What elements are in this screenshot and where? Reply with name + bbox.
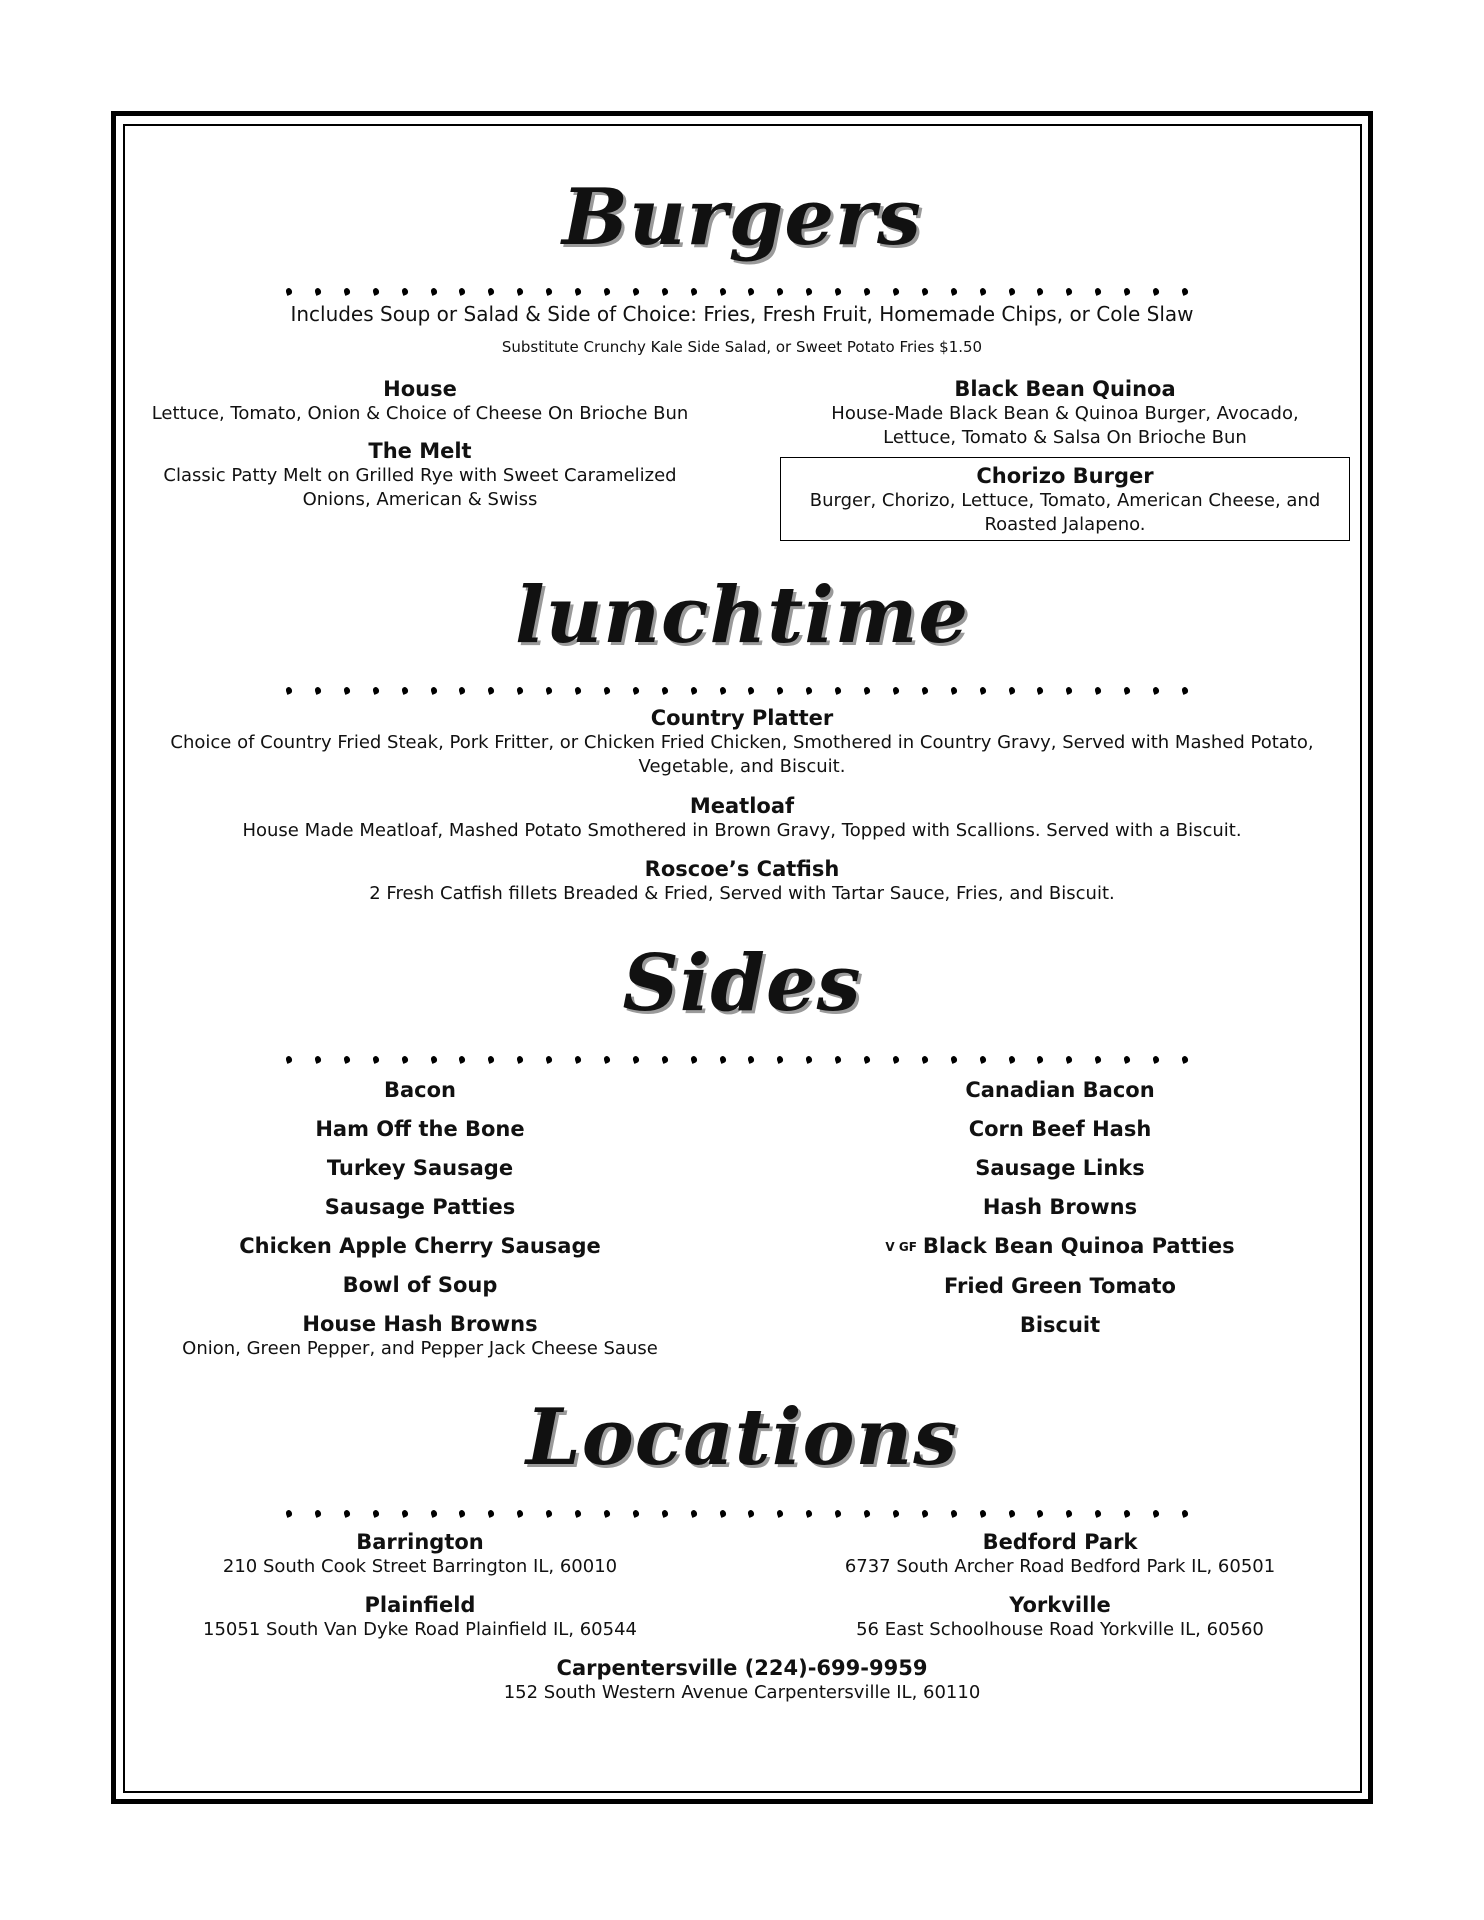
divider-dot: [1065, 287, 1073, 296]
item-desc: Choice of Country Fried Steak, Pork Fritter, or Chicken Fried Chicken, Smothered in Country Gravy, Served with Mashed Potato, Vegetable, and Biscuit.: [170, 732, 1314, 777]
item-name: Meatloaf: [689, 794, 795, 818]
menu-item-meatloaf: [150, 794, 1334, 843]
divider-dot: [950, 1055, 958, 1064]
item-desc: Burger, Chorizo, Lettuce, Tomato, American Cheese, and Roasted Jalapeno.: [809, 490, 1321, 535]
location-name: Bedford Park: [982, 1530, 1138, 1554]
divider-dot: [343, 287, 351, 296]
side-item: House Hash Browns: [302, 1312, 538, 1336]
divider-dot: [661, 1055, 669, 1064]
divider-dot: [285, 287, 293, 296]
divider-dot: [574, 1055, 582, 1064]
divider-dot: [1181, 686, 1189, 695]
divider-dot: [776, 1055, 784, 1064]
divider-dot: [950, 287, 958, 296]
dot-divider: [286, 1056, 1188, 1068]
divider-dot: [892, 1055, 900, 1064]
side-item: Bowl of Soup: [342, 1273, 498, 1297]
divider-dot: [343, 1509, 351, 1518]
divider-dot: [1094, 287, 1102, 296]
divider-dot: [343, 686, 351, 695]
location-name: Barrington: [356, 1530, 484, 1554]
divider-dot: [487, 686, 495, 695]
divider-dot: [747, 686, 755, 695]
divider-dot: [1065, 1509, 1073, 1518]
divider-dot: [516, 686, 524, 695]
divider-dot: [516, 1509, 524, 1518]
divider-dot: [372, 686, 380, 695]
side-item: Canadian Bacon: [965, 1078, 1155, 1102]
divider-dot: [747, 287, 755, 296]
divider-dot: [950, 686, 958, 695]
divider-dot: [719, 686, 727, 695]
side-item: Chicken Apple Cherry Sausage: [239, 1234, 601, 1258]
location-barrington: [140, 1530, 700, 1579]
divider-dot: [1065, 1055, 1073, 1064]
divider-dot: [1036, 1509, 1044, 1518]
divider-dot: [1123, 287, 1131, 296]
divider-dot: [1008, 287, 1016, 296]
item-desc: 2 Fresh Catfish fillets Breaded & Fried, Served with Tartar Sauce, Fries, and Biscuit.: [369, 883, 1115, 904]
menu-item-house: [140, 377, 700, 426]
divider-dot: [401, 287, 409, 296]
divider-dot: [834, 686, 842, 695]
divider-dot: [632, 1509, 640, 1518]
divider-dot: [401, 1509, 409, 1518]
divider-dot: [487, 1055, 495, 1064]
dot-divider: [286, 1510, 1188, 1522]
vegan-glutenfree-tag: V GF: [885, 1239, 917, 1254]
item-name: Black Bean Quinoa: [954, 377, 1176, 401]
menu-item-roscoes-catfish: [150, 857, 1334, 906]
side-item: Corn Beef Hash: [968, 1117, 1152, 1141]
divider-dot: [661, 1509, 669, 1518]
divider-dot: [401, 1055, 409, 1064]
divider-dot: [314, 287, 322, 296]
divider-dot: [285, 1055, 293, 1064]
item-name: The Melt: [368, 439, 472, 463]
divider-dot: [545, 1509, 553, 1518]
divider-dot: [979, 1055, 987, 1064]
divider-dot: [690, 287, 698, 296]
side-item: Biscuit: [1019, 1312, 1101, 1337]
divider-dot: [1152, 1509, 1160, 1518]
divider-dot: [430, 686, 438, 695]
divider-dot: [1181, 1055, 1189, 1064]
divider-dot: [1181, 287, 1189, 296]
side-item-note: Onion, Green Pepper, and Pepper Jack Cheese Sause: [182, 1338, 658, 1359]
divider-dot: [1036, 287, 1044, 296]
divider-dot: [574, 686, 582, 695]
divider-dot: [921, 686, 929, 695]
divider-dot: [1123, 1509, 1131, 1518]
divider-dot: [776, 287, 784, 296]
divider-dot: [516, 287, 524, 296]
location-yorkville: [780, 1593, 1340, 1642]
item-name: Country Platter: [650, 706, 834, 730]
side-item-vgf: [780, 1234, 1340, 1260]
menu-item-black-bean-quinoa: [795, 377, 1335, 450]
divider-dot: [285, 686, 293, 695]
item-desc: Lettuce, Tomato, Onion & Choice of Cheese On Brioche Bun: [151, 403, 689, 424]
menu-item-country-platter: [150, 706, 1334, 779]
sides-right-list: [780, 1078, 1340, 1352]
sides-title: Sides: [622, 938, 862, 1029]
divider-dot: [603, 1509, 611, 1518]
side-item: Bacon: [383, 1078, 456, 1102]
side-item-label: Black Bean Quinoa Patties: [922, 1234, 1235, 1258]
divider-dot: [1094, 1509, 1102, 1518]
divider-dot: [921, 287, 929, 296]
divider-dot: [1036, 1055, 1044, 1064]
divider-dot: [747, 1509, 755, 1518]
divider-dot: [834, 1055, 842, 1064]
location-address: 152 South Western Avenue Carpentersville IL, 60110: [503, 1682, 981, 1703]
divider-dot: [1036, 686, 1044, 695]
dot-divider: [286, 288, 1188, 300]
divider-dot: [632, 686, 640, 695]
divider-dot: [1181, 1509, 1189, 1518]
divider-dot: [458, 287, 466, 296]
divider-dot: [921, 1055, 929, 1064]
location-name: Carpentersville (224)-699-9959: [556, 1656, 928, 1680]
side-item: Sausage Patties: [324, 1195, 516, 1219]
divider-dot: [545, 686, 553, 695]
divider-dot: [979, 287, 987, 296]
side-item: Fried Green Tomato: [944, 1273, 1176, 1298]
divider-dot: [574, 1509, 582, 1518]
divider-dot: [1094, 686, 1102, 695]
divider-dot: [314, 1509, 322, 1518]
divider-dot: [834, 287, 842, 296]
divider-dot: [603, 287, 611, 296]
item-desc: Classic Patty Melt on Grilled Rye with Sweet Caramelized Onions, American & Swiss: [163, 465, 677, 510]
location-address: 210 South Cook Street Barrington IL, 60010: [222, 1556, 618, 1577]
divider-dot: [1008, 1509, 1016, 1518]
divider-dot: [487, 1509, 495, 1518]
divider-dot: [863, 1055, 871, 1064]
location-address: 15051 South Van Dyke Road Plainfield IL, 60544: [203, 1619, 637, 1640]
location-name: Plainfield: [364, 1593, 476, 1617]
divider-dot: [747, 1055, 755, 1064]
divider-dot: [950, 1509, 958, 1518]
burgers-intro: Includes Soup or Salad & Side of Choice: Fries, Fresh Fruit, Homemade Chips, or Cole Slaw: [290, 302, 1194, 326]
divider-dot: [1094, 1055, 1102, 1064]
divider-dot: [863, 287, 871, 296]
divider-dot: [574, 287, 582, 296]
burgers-substitute: Substitute Crunchy Kale Side Salad, or Sweet Potato Fries $1.50: [501, 338, 983, 356]
divider-dot: [805, 1509, 813, 1518]
divider-dot: [314, 1055, 322, 1064]
side-item: Ham Off the Bone: [315, 1117, 525, 1141]
divider-dot: [372, 287, 380, 296]
divider-dot: [1152, 686, 1160, 695]
divider-dot: [343, 1055, 351, 1064]
divider-dot: [632, 287, 640, 296]
divider-dot: [719, 1055, 727, 1064]
divider-dot: [1152, 287, 1160, 296]
item-name: Chorizo Burger: [976, 464, 1154, 488]
divider-dot: [863, 1509, 871, 1518]
divider-dot: [834, 1509, 842, 1518]
divider-dot: [1008, 686, 1016, 695]
divider-dot: [401, 686, 409, 695]
divider-dot: [719, 287, 727, 296]
location-address: 6737 South Archer Road Bedford Park IL, 60501: [844, 1556, 1276, 1577]
item-desc: House Made Meatloaf, Mashed Potato Smothered in Brown Gravy, Topped with Scallions. Served with a Biscuit.: [242, 820, 1242, 841]
divider-dot: [979, 1509, 987, 1518]
divider-dot: [545, 1055, 553, 1064]
divider-dot: [372, 1509, 380, 1518]
divider-dot: [430, 287, 438, 296]
divider-dot: [314, 686, 322, 695]
divider-dot: [545, 287, 553, 296]
divider-dot: [458, 686, 466, 695]
divider-dot: [805, 686, 813, 695]
divider-dot: [892, 686, 900, 695]
divider-dot: [487, 287, 495, 296]
burgers-title: Burgers: [562, 172, 922, 263]
divider-dot: [372, 1055, 380, 1064]
divider-dot: [1065, 686, 1073, 695]
divider-dot: [805, 287, 813, 296]
locations-title: Locations: [525, 1392, 959, 1483]
divider-dot: [458, 1055, 466, 1064]
side-item: Sausage Links: [975, 1156, 1145, 1180]
dot-divider: [286, 687, 1188, 699]
divider-dot: [690, 1509, 698, 1518]
sides-left-list: [140, 1078, 700, 1361]
divider-dot: [661, 686, 669, 695]
divider-dot: [430, 1509, 438, 1518]
side-item: Turkey Sausage: [326, 1156, 514, 1180]
lunchtime-title: lunchtime: [514, 570, 970, 661]
location-plainfield: [140, 1593, 700, 1642]
divider-dot: [979, 686, 987, 695]
divider-dot: [776, 686, 784, 695]
menu-item-chorizo-burger: [795, 464, 1335, 537]
divider-dot: [892, 287, 900, 296]
divider-dot: [805, 1055, 813, 1064]
location-name: Yorkville: [1009, 1593, 1111, 1617]
divider-dot: [603, 686, 611, 695]
divider-dot: [892, 1509, 900, 1518]
divider-dot: [690, 1055, 698, 1064]
item-name: Roscoe’s Catfish: [644, 857, 840, 881]
item-desc: House-Made Black Bean & Quinoa Burger, Avocado, Lettuce, Tomato & Salsa On Brioche Bun: [831, 403, 1299, 448]
side-item: Hash Browns: [982, 1195, 1138, 1219]
divider-dot: [1152, 1055, 1160, 1064]
location-address: 56 East Schoolhouse Road Yorkville IL, 60560: [856, 1619, 1264, 1640]
menu-item-the-melt: [160, 439, 680, 512]
location-carpentersville: [150, 1656, 1334, 1705]
divider-dot: [1008, 1055, 1016, 1064]
divider-dot: [285, 1509, 293, 1518]
item-name: House: [383, 377, 457, 401]
divider-dot: [430, 1055, 438, 1064]
divider-dot: [863, 686, 871, 695]
divider-dot: [921, 1509, 929, 1518]
divider-dot: [632, 1055, 640, 1064]
divider-dot: [661, 287, 669, 296]
divider-dot: [719, 1509, 727, 1518]
divider-dot: [603, 1055, 611, 1064]
divider-dot: [1123, 686, 1131, 695]
divider-dot: [458, 1509, 466, 1518]
divider-dot: [1123, 1055, 1131, 1064]
divider-dot: [690, 686, 698, 695]
location-bedford-park: [780, 1530, 1340, 1579]
divider-dot: [776, 1509, 784, 1518]
divider-dot: [516, 1055, 524, 1064]
